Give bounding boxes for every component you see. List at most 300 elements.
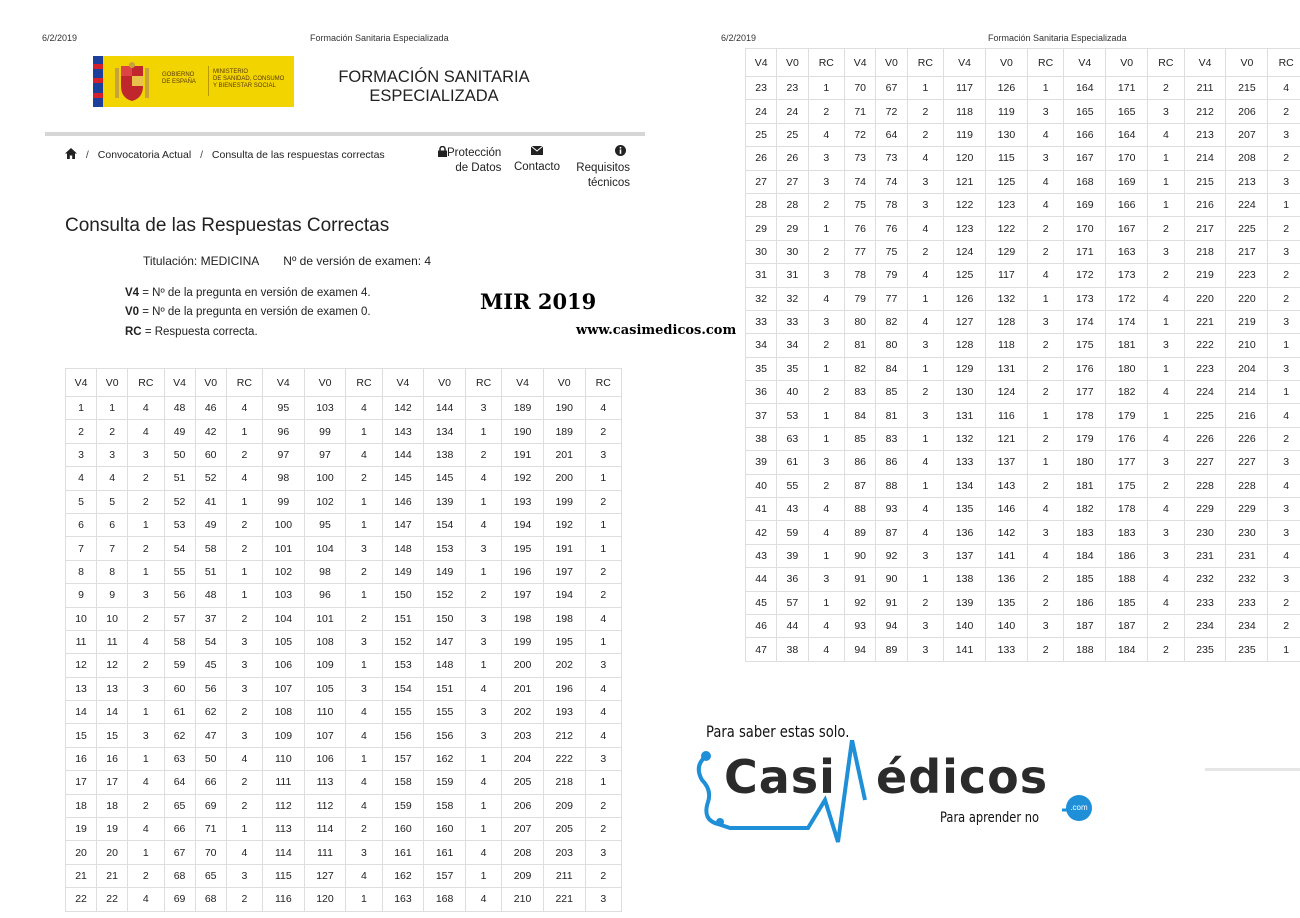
table-cell: 170 — [1064, 217, 1106, 240]
table-cell: 234 — [1184, 614, 1226, 637]
table-cell: 1 — [808, 591, 845, 614]
table-cell: 47 — [195, 724, 226, 747]
table-cell: 68 — [195, 888, 226, 911]
table-cell: 20 — [66, 841, 97, 864]
table-cell: 1 — [465, 864, 501, 887]
table-cell: 196 — [543, 677, 585, 700]
table-cell: 77 — [876, 287, 907, 310]
table-cell: 152 — [424, 584, 466, 607]
table-cell: 1 — [907, 287, 944, 310]
table-row — [66, 654, 622, 677]
table-cell: 41 — [746, 498, 777, 521]
table-cell: 165 — [1064, 100, 1106, 123]
table-cell: 3 — [226, 864, 262, 887]
table-cell: 46 — [746, 614, 777, 637]
table-cell: 4 — [1268, 77, 1300, 100]
column-header: V0 — [195, 369, 226, 397]
table-cell: 90 — [845, 544, 876, 567]
mir-watermark: MIR 2019 — [480, 289, 597, 314]
table-cell: 42 — [195, 420, 226, 443]
table-cell: 203 — [502, 724, 544, 747]
table-cell: 37 — [195, 607, 226, 630]
table-cell: 2 — [585, 584, 621, 607]
table-row — [66, 537, 622, 560]
table-cell: 2 — [585, 794, 621, 817]
table-cell: 203 — [543, 841, 585, 864]
breadcrumb-consulta[interactable]: Consulta de las respuestas correctas — [211, 149, 385, 161]
table-cell: 1 — [1268, 381, 1300, 404]
table-cell: 27 — [746, 170, 777, 193]
table-cell: 24 — [777, 100, 808, 123]
table-cell: 117 — [944, 77, 986, 100]
table-cell: 3 — [346, 677, 382, 700]
table-cell: 174 — [1064, 310, 1106, 333]
table-cell: 85 — [845, 427, 876, 450]
legend-rc — [125, 326, 258, 338]
table-cell: 2 — [346, 607, 382, 630]
table-cell: 162 — [424, 747, 466, 770]
table-cell: 4 — [128, 818, 164, 841]
table-cell: 3 — [1268, 240, 1300, 263]
logo-bienestar-line: Y BIENESTAR SOCIAL — [213, 83, 276, 89]
table-cell: 3 — [97, 443, 128, 466]
table-cell: 213 — [1184, 123, 1226, 146]
table-cell: 148 — [424, 654, 466, 677]
table-cell: 1 — [1148, 310, 1185, 333]
table-cell: 215 — [1184, 170, 1226, 193]
table-cell: 126 — [985, 77, 1027, 100]
table-cell: 46 — [195, 397, 226, 420]
table-cell: 4 — [1268, 544, 1300, 567]
table-cell: 102 — [263, 560, 305, 583]
table-cell: 52 — [164, 490, 195, 513]
table-cell: 160 — [424, 818, 466, 841]
table-cell: 29 — [746, 217, 777, 240]
table-cell: 4 — [128, 630, 164, 653]
column-header: V4 — [502, 369, 544, 397]
table-cell: 3 — [128, 724, 164, 747]
table-row — [746, 240, 1300, 263]
table-cell: 120 — [944, 147, 986, 170]
table-cell: 1 — [465, 818, 501, 841]
table-row — [66, 888, 622, 911]
table-cell: 2 — [1027, 217, 1064, 240]
table-cell: 1 — [346, 888, 382, 911]
table-cell: 2 — [1268, 100, 1300, 123]
table-row — [746, 474, 1300, 497]
table-cell: 4 — [97, 467, 128, 490]
table-row — [66, 818, 622, 841]
table-cell: 173 — [1064, 287, 1106, 310]
table-cell: 85 — [876, 381, 907, 404]
table-cell: 2 — [808, 474, 845, 497]
table-cell: 58 — [164, 630, 195, 653]
table-cell: 98 — [263, 467, 305, 490]
table-cell: 4 — [226, 397, 262, 420]
table-cell: 104 — [263, 607, 305, 630]
table-cell: 4 — [1148, 381, 1185, 404]
table-cell: 1 — [808, 217, 845, 240]
table-cell: 169 — [1106, 170, 1148, 193]
table-cell: 3 — [1148, 451, 1185, 474]
table-cell: 3 — [907, 404, 944, 427]
contacto-link[interactable] — [511, 145, 563, 175]
table-cell: 190 — [502, 420, 544, 443]
table-cell: 41 — [195, 490, 226, 513]
table-cell: 137 — [944, 544, 986, 567]
logo-bottom-text: Para aprender no — [940, 810, 1040, 826]
table-cell: 182 — [1064, 498, 1106, 521]
table-cell: 131 — [944, 404, 986, 427]
table-cell: 2 — [128, 467, 164, 490]
table-cell: 48 — [195, 584, 226, 607]
table-cell: 74 — [876, 170, 907, 193]
table-cell: 29 — [777, 217, 808, 240]
table-cell: 38 — [746, 427, 777, 450]
table-cell: 145 — [382, 467, 424, 490]
table-cell: 120 — [304, 888, 346, 911]
table-cell: 191 — [543, 537, 585, 560]
table-cell: 3 — [1148, 544, 1185, 567]
table-cell: 150 — [424, 607, 466, 630]
legend-v0 — [125, 306, 371, 318]
table-cell: 188 — [1064, 638, 1106, 661]
table-cell: 4 — [128, 771, 164, 794]
table-cell: 86 — [876, 451, 907, 474]
table-cell: 3 — [346, 537, 382, 560]
table-cell: 161 — [382, 841, 424, 864]
table-cell: 3 — [585, 747, 621, 770]
column-header: V0 — [424, 369, 466, 397]
table-cell: 1 — [346, 654, 382, 677]
table-cell: 4 — [808, 638, 845, 661]
column-header: RC — [585, 369, 621, 397]
table-cell: 142 — [985, 521, 1027, 544]
table-cell: 1 — [808, 544, 845, 567]
table-cell: 83 — [876, 427, 907, 450]
table-cell: 3 — [1148, 334, 1185, 357]
table-cell: 217 — [1184, 217, 1226, 240]
table-cell: 1 — [907, 357, 944, 380]
table-cell: 32 — [777, 287, 808, 310]
table-cell: 179 — [1106, 404, 1148, 427]
table-row — [66, 677, 622, 700]
table-row — [746, 404, 1300, 427]
table-cell: 87 — [845, 474, 876, 497]
table-cell: 190 — [543, 397, 585, 420]
table-cell: 202 — [502, 701, 544, 724]
table-cell: 195 — [543, 630, 585, 653]
table-cell: 43 — [777, 498, 808, 521]
column-header: RC — [346, 369, 382, 397]
table-row — [66, 841, 622, 864]
fse-site-title[interactable] — [318, 68, 550, 106]
table-cell: 75 — [845, 193, 876, 216]
table-cell: 2 — [1148, 474, 1185, 497]
table-cell: 160 — [382, 818, 424, 841]
table-cell: 140 — [944, 614, 986, 637]
table-cell: 183 — [1064, 521, 1106, 544]
table-cell: 4 — [346, 701, 382, 724]
table-cell: 189 — [543, 420, 585, 443]
table-cell: 4 — [346, 397, 382, 420]
table-cell: 2 — [1268, 147, 1300, 170]
table-cell: 2 — [808, 334, 845, 357]
table-cell: 108 — [263, 701, 305, 724]
table-cell: 36 — [746, 381, 777, 404]
table-cell: 111 — [263, 771, 305, 794]
table-cell: 3 — [1268, 521, 1300, 544]
table-cell: 30 — [746, 240, 777, 263]
table-cell: 2 — [1027, 474, 1064, 497]
table-cell: 151 — [424, 677, 466, 700]
table-cell: 4 — [346, 724, 382, 747]
table-cell: 197 — [502, 584, 544, 607]
table-cell: 1 — [226, 490, 262, 513]
table-cell: 168 — [424, 888, 466, 911]
table-cell: 232 — [1226, 568, 1268, 591]
table-cell: 18 — [66, 794, 97, 817]
table-cell: 5 — [97, 490, 128, 513]
table-cell: 233 — [1184, 591, 1226, 614]
table-cell: 142 — [382, 397, 424, 420]
exam-meta — [143, 254, 431, 268]
table-cell: 70 — [845, 77, 876, 100]
table-row — [746, 334, 1300, 357]
table-cell: 201 — [543, 443, 585, 466]
table-cell: 176 — [1064, 357, 1106, 380]
table-cell: 4 — [1148, 498, 1185, 521]
table-cell: 1 — [226, 420, 262, 443]
table-cell: 17 — [66, 771, 97, 794]
column-header: RC — [808, 49, 845, 77]
table-cell: 82 — [876, 310, 907, 333]
requisitos-label-1: Requisitos — [576, 162, 630, 174]
table-cell: 133 — [985, 638, 1027, 661]
table-row — [746, 310, 1300, 333]
table-cell: 1 — [585, 537, 621, 560]
table-cell: 4 — [1148, 287, 1185, 310]
table-cell: 72 — [845, 123, 876, 146]
table-cell: 229 — [1184, 498, 1226, 521]
table-cell: 3 — [808, 310, 845, 333]
table-cell: 4 — [1268, 404, 1300, 427]
table-cell: 157 — [382, 747, 424, 770]
table-cell: 187 — [1064, 614, 1106, 637]
table-cell: 60 — [195, 443, 226, 466]
table-cell: 205 — [543, 818, 585, 841]
table-cell: 178 — [1064, 404, 1106, 427]
table-cell: 154 — [424, 513, 466, 536]
table-cell: 117 — [985, 264, 1027, 287]
table-cell: 86 — [845, 451, 876, 474]
table-cell: 167 — [1064, 147, 1106, 170]
table-cell: 1 — [465, 654, 501, 677]
table-cell: 62 — [164, 724, 195, 747]
table-cell: 2 — [226, 537, 262, 560]
column-header: V4 — [1184, 49, 1226, 77]
gobierno-logo[interactable] — [93, 56, 294, 107]
home-icon[interactable] — [65, 148, 77, 159]
table-row — [746, 147, 1300, 170]
table-cell: 115 — [263, 864, 305, 887]
table-cell: 99 — [263, 490, 305, 513]
table-cell: 31 — [746, 264, 777, 287]
table-cell: 130 — [985, 123, 1027, 146]
table-cell: 1 — [226, 584, 262, 607]
table-cell: 19 — [97, 818, 128, 841]
table-cell: 224 — [1184, 381, 1226, 404]
table-cell: 1 — [1268, 334, 1300, 357]
table-cell: 192 — [543, 513, 585, 536]
table-cell: 2 — [808, 193, 845, 216]
table-cell: 2 — [1027, 638, 1064, 661]
table-cell: 79 — [876, 264, 907, 287]
table-cell: 2 — [1148, 264, 1185, 287]
table-cell: 1 — [346, 420, 382, 443]
eu-flag-icon — [93, 56, 103, 107]
table-cell: 14 — [97, 701, 128, 724]
table-cell: 130 — [944, 381, 986, 404]
table-cell: 87 — [876, 521, 907, 544]
table-cell: 94 — [876, 614, 907, 637]
table-cell: 103 — [263, 584, 305, 607]
table-cell: 129 — [985, 240, 1027, 263]
table-cell: 91 — [876, 591, 907, 614]
table-cell: 221 — [1184, 310, 1226, 333]
table-cell: 195 — [502, 537, 544, 560]
table-cell: 129 — [944, 357, 986, 380]
table-cell: 161 — [424, 841, 466, 864]
table-row — [746, 568, 1300, 591]
table-cell: 132 — [944, 427, 986, 450]
logo-top-text: Para saber estas solo. — [706, 722, 850, 741]
table-cell: 219 — [1226, 310, 1268, 333]
table-cell: 125 — [944, 264, 986, 287]
lock-icon — [438, 146, 447, 157]
table-cell: 4 — [346, 443, 382, 466]
table-cell: 204 — [1226, 357, 1268, 380]
table-cell: 1 — [907, 427, 944, 450]
table-cell: 49 — [164, 420, 195, 443]
table-cell: 223 — [1226, 264, 1268, 287]
table-cell: 140 — [985, 614, 1027, 637]
table-cell: 138 — [424, 443, 466, 466]
table-cell: 4 — [226, 841, 262, 864]
table-cell: 146 — [382, 490, 424, 513]
table-cell: 3 — [907, 334, 944, 357]
table-cell: 53 — [777, 404, 808, 427]
table-cell: 1 — [1148, 357, 1185, 380]
table-cell: 36 — [777, 568, 808, 591]
table-cell: 107 — [263, 677, 305, 700]
table-row — [66, 490, 622, 513]
table-cell: 39 — [746, 451, 777, 474]
table-cell: 66 — [195, 771, 226, 794]
table-cell: 1 — [1027, 287, 1064, 310]
table-cell: 54 — [195, 630, 226, 653]
table-cell: 220 — [1226, 287, 1268, 310]
table-row — [746, 217, 1300, 240]
table-cell: 3 — [226, 724, 262, 747]
table-cell: 147 — [424, 630, 466, 653]
table-cell: 1 — [128, 747, 164, 770]
table-cell: 10 — [97, 607, 128, 630]
table-row — [66, 794, 622, 817]
table-row — [746, 100, 1300, 123]
table-cell: 3 — [907, 614, 944, 637]
proteccion-datos-link[interactable] — [438, 146, 501, 176]
column-header: RC — [1268, 49, 1300, 77]
table-cell: 198 — [502, 607, 544, 630]
header-divider — [45, 132, 645, 136]
table-cell: 75 — [876, 240, 907, 263]
table-cell: 2 — [1268, 427, 1300, 450]
table-cell: 220 — [1184, 287, 1226, 310]
table-cell: 53 — [164, 513, 195, 536]
requisitos-tecnicos-link[interactable] — [570, 145, 630, 191]
table-cell: 59 — [164, 654, 195, 677]
table-cell: 19 — [66, 818, 97, 841]
table-cell: 26 — [777, 147, 808, 170]
table-cell: 112 — [304, 794, 346, 817]
table-cell: 4 — [1027, 193, 1064, 216]
table-cell: 81 — [876, 404, 907, 427]
table-cell: 2 — [907, 100, 944, 123]
table-cell: 4 — [346, 771, 382, 794]
table-cell: 1 — [1027, 77, 1064, 100]
table-cell: 181 — [1064, 474, 1106, 497]
table-cell: 111 — [304, 841, 346, 864]
table-cell: 1 — [585, 513, 621, 536]
table-cell: 1 — [346, 747, 382, 770]
logo-espana-line: DE ESPAÑA — [162, 79, 196, 85]
table-cell: 127 — [944, 310, 986, 333]
logo-com-badge: .com — [1066, 795, 1092, 821]
table-cell: 223 — [1184, 357, 1226, 380]
table-cell: 216 — [1184, 193, 1226, 216]
table-cell: 229 — [1226, 498, 1268, 521]
table-cell: 204 — [502, 747, 544, 770]
table-cell: 3 — [1027, 310, 1064, 333]
table-cell: 227 — [1184, 451, 1226, 474]
table-cell: 1 — [1268, 193, 1300, 216]
table-cell: 3 — [1027, 521, 1064, 544]
table-cell: 74 — [845, 170, 876, 193]
table-cell: 209 — [543, 794, 585, 817]
table-cell: 3 — [585, 654, 621, 677]
table-cell: 230 — [1184, 521, 1226, 544]
table-cell: 3 — [1148, 521, 1185, 544]
breadcrumb-convocatoria[interactable]: Convocatoria Actual — [97, 149, 192, 161]
table-cell: 2 — [346, 818, 382, 841]
table-cell: 174 — [1106, 310, 1148, 333]
table-cell: 3 — [907, 193, 944, 216]
table-cell: 156 — [424, 724, 466, 747]
table-cell: 54 — [164, 537, 195, 560]
table-cell: 184 — [1106, 638, 1148, 661]
table-cell: 1 — [97, 397, 128, 420]
table-row — [66, 513, 622, 536]
table-cell: 1 — [907, 474, 944, 497]
table-cell: 97 — [263, 443, 305, 466]
table-cell: 2 — [128, 864, 164, 887]
table-cell: 2 — [465, 443, 501, 466]
table-cell: 3 — [1027, 100, 1064, 123]
table-cell: 9 — [97, 584, 128, 607]
table-cell: 2 — [1268, 217, 1300, 240]
table-cell: 2 — [1027, 334, 1064, 357]
